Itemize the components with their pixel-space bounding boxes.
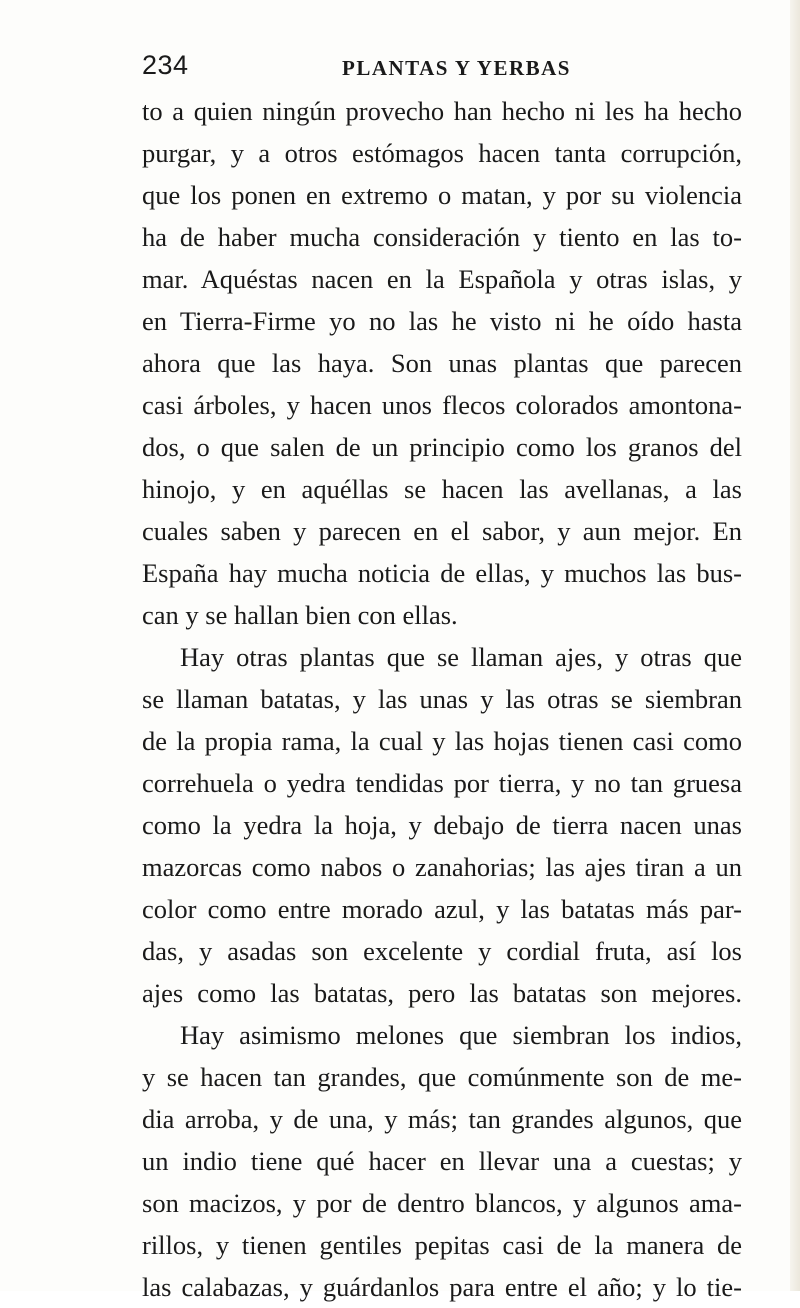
text-line: das, y asadas son excelente y cordial fruta, así los (142, 936, 742, 966)
text-line: en Tierra-Firme yo no las he visto ni he oído hasta (142, 306, 742, 336)
text-line: de la propia rama, la cual y las hojas tienen casi como (142, 726, 742, 756)
paragraph-start-line: Hay asimismo melones que siembran los indios, (180, 1020, 742, 1050)
text-line: to a quien ningún provecho han hecho ni les ha hecho (142, 96, 742, 126)
paragraph-end-line: can y se hallan bien con ellas. (142, 600, 458, 630)
page-header (142, 50, 742, 90)
text-line: las calabazas, y guárdanlos para entre el año; y lo tie- (142, 1272, 742, 1302)
text-line: hinojo, y en aquéllas se hacen las avellanas, a las (142, 474, 742, 504)
text-line: mazorcas como nabos o zanahorias; las ajes tiran a un (142, 852, 742, 882)
text-line: se llaman batatas, y las unas y las otras se siembran (142, 684, 742, 714)
text-line: purgar, y a otros estómagos hacen tanta corrupción, (142, 138, 742, 168)
paragraph-end-line: ajes como las batatas, pero las batatas son mejores. (142, 978, 742, 1008)
text-line: correhuela o yedra tendidas por tierra, y no tan gruesa (142, 768, 742, 798)
text-line: cuales saben y parecen en el sabor, y aun mejor. En (142, 516, 742, 546)
text-line: que los ponen en extremo o matan, y por su violencia (142, 180, 742, 210)
text-line: y se hacen tan grandes, que comúnmente son de me- (142, 1062, 742, 1092)
running-title: PLANTAS Y YERBAS (342, 56, 571, 80)
text-line: mar. Aquéstas nacen en la Española y otras islas, y (142, 264, 742, 294)
text-line: ha de haber mucha consideración y tiento en las to- (142, 222, 742, 252)
text-line: ahora que las haya. Son unas plantas que parecen (142, 348, 742, 378)
text-line: rillos, y tienen gentiles pepitas casi de la manera de (142, 1230, 742, 1260)
text-line: son macizos, y por de dentro blancos, y algunos ama- (142, 1188, 742, 1218)
text-line: dos, o que salen de un principio como los granos del (142, 432, 742, 462)
text-line: color como entre morado azul, y las batatas más par- (142, 894, 742, 924)
text-line: casi árboles, y hacen unos flecos colorados amontona- (142, 390, 742, 420)
text-line: dia arroba, y de una, y más; tan grandes algunos, que (142, 1104, 742, 1134)
paragraph-start-line: Hay otras plantas que se llaman ajes, y otras que (180, 642, 742, 672)
text-line: España hay mucha noticia de ellas, y muchos las bus- (142, 558, 742, 588)
page-edge (790, 0, 800, 1291)
body-text (142, 90, 742, 1308)
text-line: como la yedra la hoja, y debajo de tierra nacen unas (142, 810, 742, 840)
text-line: un indio tiene qué hacer en llevar una a cuestas; y (142, 1146, 742, 1176)
page-number: 234 (142, 50, 189, 80)
